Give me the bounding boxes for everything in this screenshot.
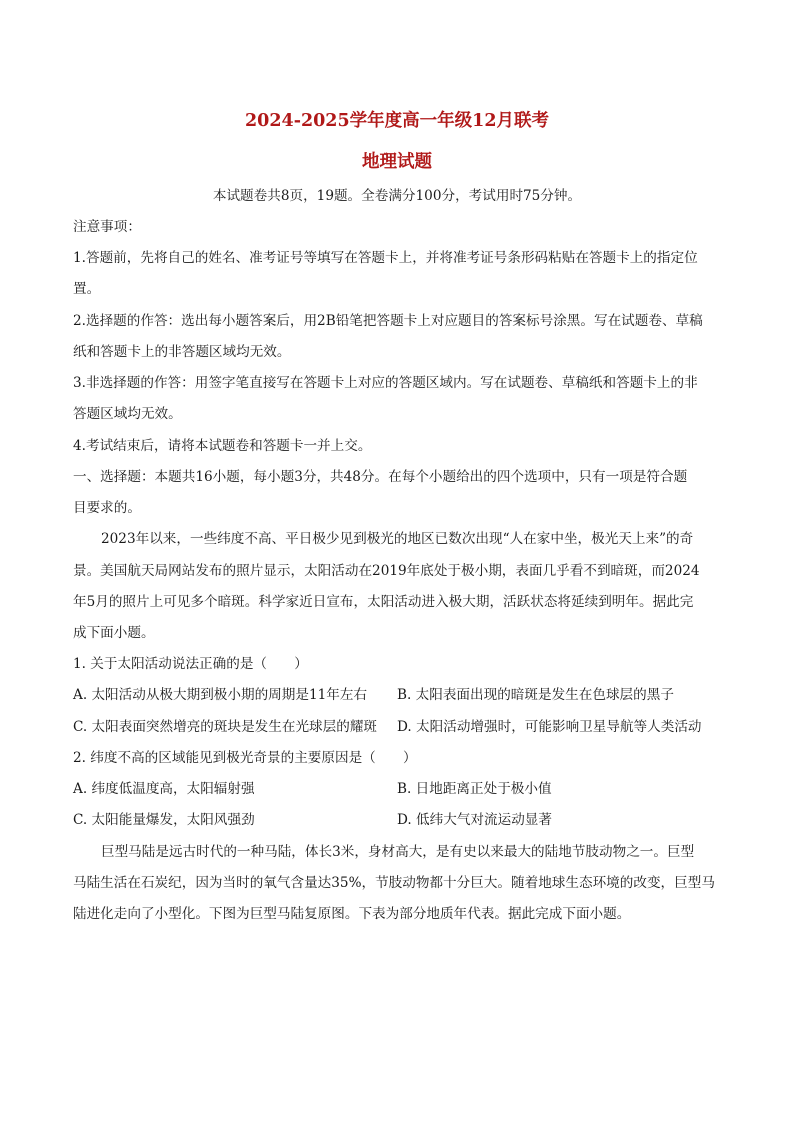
question-2-option-a: A. 纬度低温度高，太阳辐射强 — [73, 781, 255, 797]
question-1-option-b: B. 太阳表面出现的暗斑是发生在色球层的黑子 — [397, 687, 674, 703]
passage1-line-3: 年5月的照片上可见多个暗斑。科学家近日宣布，太阳活动进入极大期，活跃状态将延续到明年。据此完 — [73, 594, 694, 610]
question-1-option-c: C. 太阳表面突然增亮的斑块是发生在光球层的耀斑 — [73, 719, 378, 735]
question-1-stem: 1. 关于太阳活动说法正确的是（ ） — [73, 656, 308, 672]
passage1-line-4: 成下面小题。 — [73, 625, 155, 641]
exam-intro: 本试题卷共8页，19题。全卷满分100分，考试用时75分钟。 — [212, 188, 582, 204]
notice-item-3-line-1: 3.非选择题的作答：用签字笔直接写在答题卡上对应的答题区域内。写在试题卷、草稿纸和答题卡上的非 — [73, 375, 698, 391]
passage2-line-3: 陆进化走向了小型化。下图为巨型马陆复原图。下表为部分地质年代表。据此完成下面小题。 — [73, 906, 631, 922]
notice-item-2-line-2: 纸和答题卡上的非答题区域均无效。 — [73, 344, 291, 360]
passage2-line-1: 巨型马陆是远古时代的一种马陆，体长3米，身材高大，是有史以来最大的陆地节肢动物之一。巨型 — [101, 844, 695, 860]
notice-item-3-line-2: 答题区域均无效。 — [73, 406, 182, 422]
question-1-option-a: A. 太阳活动从极大期到极小期的周期是11年左右 — [73, 687, 368, 703]
exam-title: 2024-2025学年度高一年级12月联考 — [244, 111, 550, 131]
notice-heading: 注意事项： — [73, 219, 141, 235]
notice-item-1-line-2: 置。 — [73, 281, 101, 297]
question-2-option-d: D. 低纬大气对流运动显著 — [397, 812, 552, 828]
notice-item-2-line-1: 2.选择题的作答：选出每小题答案后，用2B铅笔把答题卡上对应题目的答案标号涂黑。写在试题卷、草稿 — [73, 313, 703, 329]
section-heading-line-2: 目要求的。 — [73, 500, 141, 516]
question-2-stem: 2. 纬度不高的区域能见到极光奇景的主要原因是（ ） — [73, 750, 417, 766]
question-1-option-d: D. 太阳活动增强时，可能影响卫星导航等人类活动 — [397, 719, 702, 735]
passage1-line-1: 2023年以来，一些纬度不高、平日极少见到极光的地区已数次出现“人在家中坐，极光天上来”的奇 — [101, 531, 694, 547]
exam-subject: 地理试题 — [362, 152, 432, 172]
question-2-option-b: B. 日地距离正处于极小值 — [397, 781, 552, 797]
passage2-line-2: 马陆生活在石炭纪，因为当时的氧气含量达35%，节肢动物都十分巨大。随着地球生态环境的改变，巨型马 — [73, 875, 715, 891]
question-2-option-c: C. 太阳能量爆发，太阳风强劲 — [73, 812, 255, 828]
notice-item-4-line-1: 4.考试结束后，请将本试题卷和答题卡一并上交。 — [73, 438, 372, 454]
notice-item-1-line-1: 1.答题前，先将自己的姓名、准考证号等填写在答题卡上，并将准考证号条形码粘贴在答题卡上的指定位 — [73, 250, 698, 266]
section-heading-line-1: 一、选择题：本题共16小题，每小题3分，共48分。在每个小题给出的四个选项中，只有一项是符合题 — [73, 469, 688, 485]
passage1-line-2: 景。美国航天局网站发布的照片显示，太阳活动在2019年底处于极小期，表面几乎看不到暗斑，而2024 — [73, 563, 700, 579]
